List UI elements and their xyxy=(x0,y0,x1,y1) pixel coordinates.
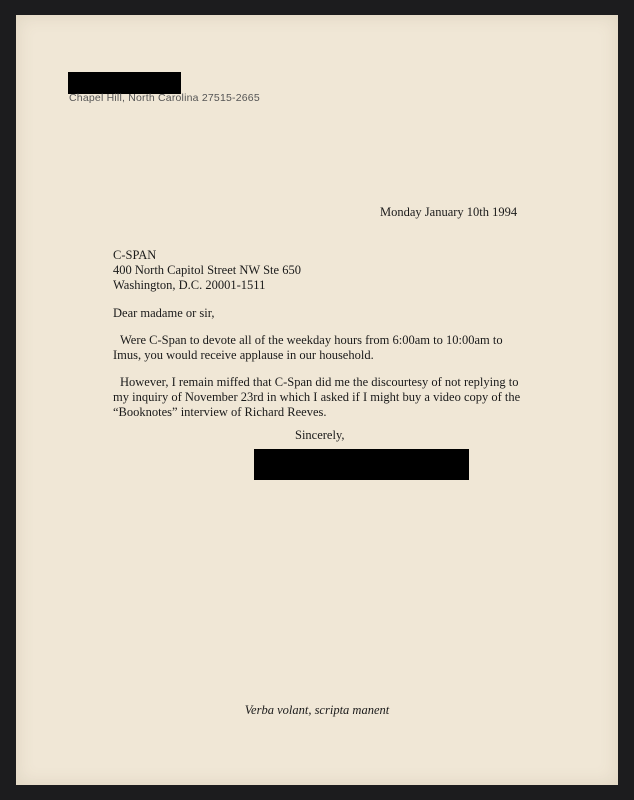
recipient-address xyxy=(113,248,301,293)
letter-date: Monday January 10th 1994 xyxy=(380,205,518,219)
recipient-line: Washington, D.C. 20001-1511 xyxy=(113,278,266,292)
recipient-line: 400 North Capitol Street NW Ste 650 xyxy=(113,263,301,277)
recipient-line: C-SPAN xyxy=(113,248,157,262)
body-paragraph: However, I remain miffed that C-Span did me the discourtesy of not replying to my inquiry of November 23rd in which I asked if I might buy a video copy of the “Booknotes” interview of Richard Reeves. xyxy=(113,375,521,419)
letterhead-address: Chapel Hill, North Carolina 27515-2665 xyxy=(69,92,260,104)
footer-motto: Verba volant, scripta manent xyxy=(244,703,390,717)
redacted-name xyxy=(68,72,181,94)
closing: Sincerely, xyxy=(295,428,345,442)
redacted-signature xyxy=(254,449,469,480)
salutation: Dear madame or sir, xyxy=(113,306,215,320)
body-paragraph: Were C-Span to devote all of the weekday hours from 6:00am to 10:00am to Imus, you would receive applause in our household. xyxy=(113,333,503,362)
